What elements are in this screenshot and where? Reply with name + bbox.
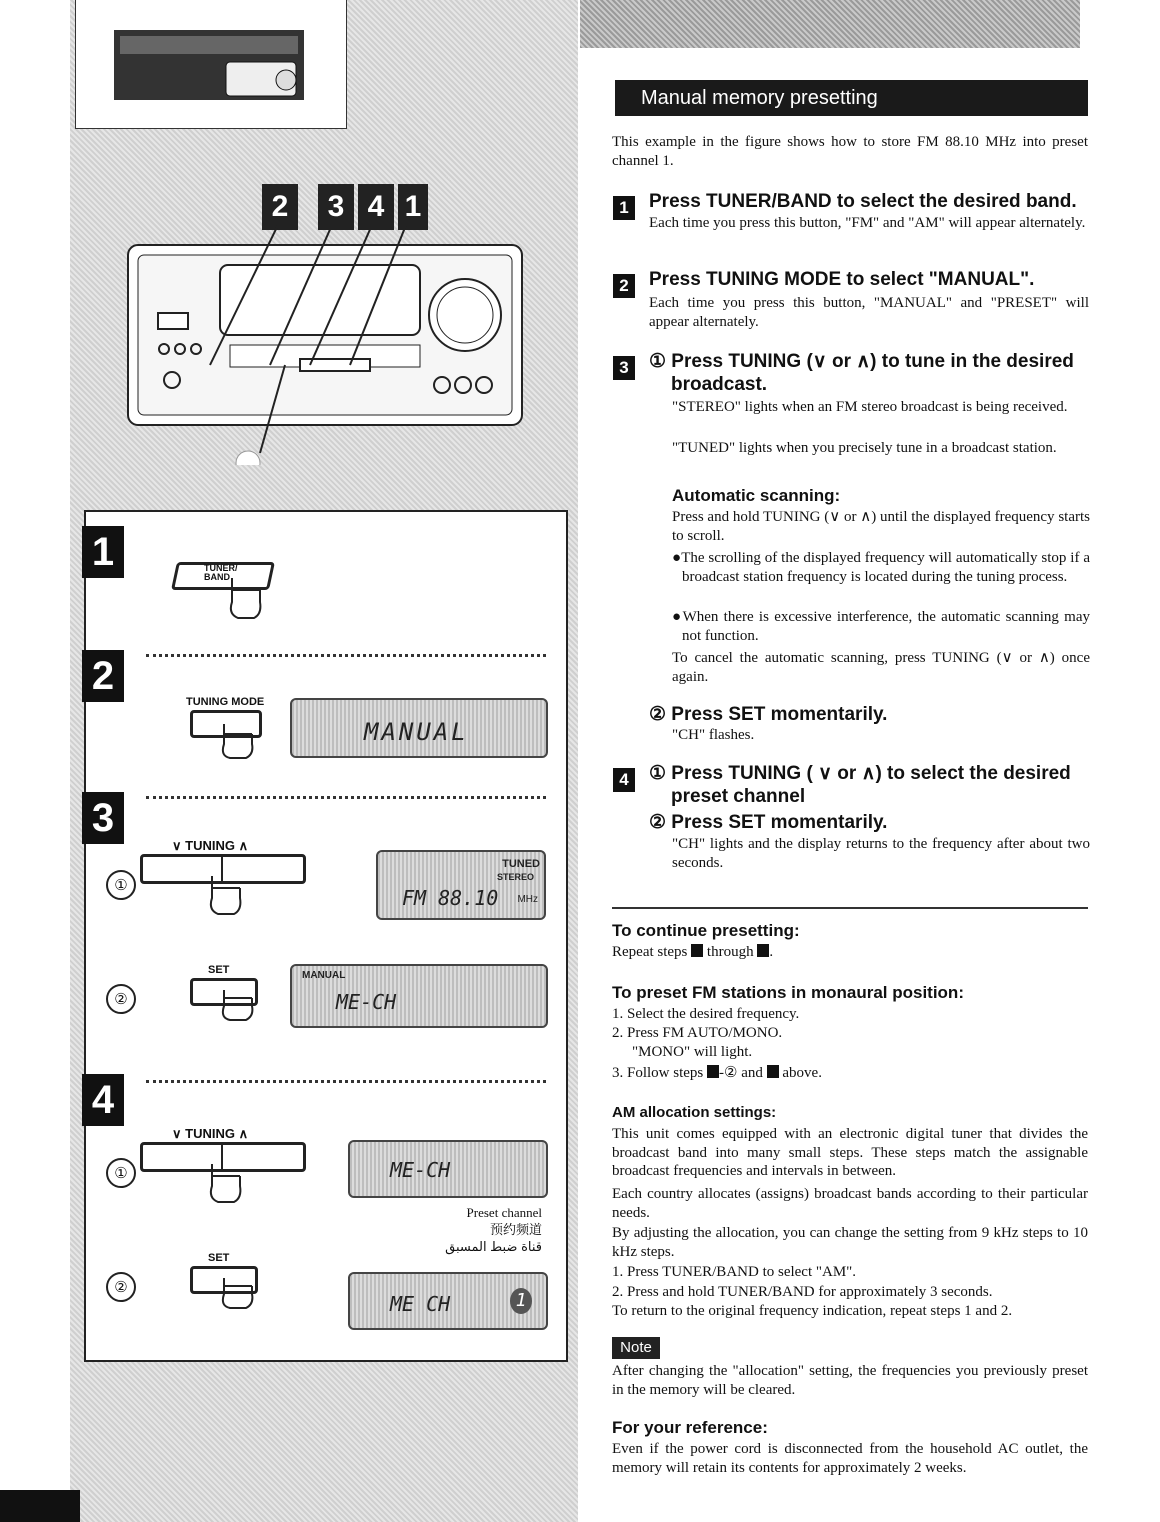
panel-number: 4 <box>82 1074 124 1126</box>
am-item: 1. Press TUNER/BAND to select "AM". <box>612 1264 857 1280</box>
step-heading: ① Press TUNING (∨ or ∧) to tune in the desired broadcast. <box>649 351 1074 395</box>
header-strip <box>580 0 1080 48</box>
am-paragraph: This unit comes equipped with an electronic digital tuner that divides the broadcast band into many small steps. These steps match the assignable broadcast frequencies and intervals in between. <box>612 1126 1088 1179</box>
lcd-tuned: TUNED <box>502 858 540 870</box>
step-number-box: 2 <box>613 274 635 298</box>
step-heading: Press TUNING MODE to select "MANUAL". <box>649 269 1035 290</box>
tuning-label: ∨ TUNING ∧ <box>172 838 249 853</box>
step-body: Each time you press this button, "MANUAL" and "PRESET" will appear alternately. <box>649 295 1089 330</box>
auto-scan-body: Press and hold TUNING (∨ or ∧) until the displayed frequency starts to scroll. <box>672 509 1090 544</box>
lcd-display <box>376 850 546 920</box>
section-title: Manual memory presetting <box>615 80 1088 116</box>
monaural-item: 1. Select the desired frequency. <box>612 1006 800 1022</box>
note-label: Note <box>612 1337 660 1359</box>
auto-scan-bullet: ●When there is excessive interference, the automatic scanning may not function. <box>672 609 1090 644</box>
lcd-display <box>290 964 548 1028</box>
step-marker: ① <box>106 870 136 900</box>
set-label: SET <box>208 1252 230 1264</box>
pointing-hand-icon <box>216 1276 256 1312</box>
monaural-item: "MONO" will light. <box>632 1044 753 1060</box>
caption-ar: قناة ضبط المسبق <box>445 1239 542 1254</box>
tuning-label: ∨ TUNING ∧ <box>172 1126 249 1141</box>
step-box-icon <box>767 1065 779 1078</box>
lcd-unit: MHz <box>517 894 538 905</box>
pointing-hand-icon <box>216 988 256 1024</box>
step-body: "STEREO" lights when an FM stereo broadcast is being received. <box>672 399 1068 415</box>
step-number-box: 4 <box>613 768 635 792</box>
callout-number: 2 <box>262 184 298 230</box>
lcd-text: ME-CH <box>336 990 397 1014</box>
step-body: "CH" flashes. <box>672 727 755 743</box>
step-number-box: 1 <box>613 196 635 220</box>
step-marker: ② <box>106 984 136 1014</box>
step-marker: ① <box>106 1158 136 1188</box>
callout-number: 1 <box>398 184 428 230</box>
lcd-display <box>348 1272 548 1330</box>
caption-en: Preset channel <box>466 1205 542 1220</box>
auto-scan-bullet: ●The scrolling of the displayed frequency will automatically stop if a broadcast station frequency is located during the tuning process. <box>672 550 1090 585</box>
lcd-display <box>348 1140 548 1198</box>
step-heading: ① Press TUNING ( ∨ or ∧) to select the desired preset channel <box>649 763 1071 807</box>
auto-scan-heading: Automatic scanning: <box>672 486 841 505</box>
pointing-hand-icon <box>204 874 244 918</box>
pointing-hand-icon <box>216 722 256 762</box>
monaural-item: 3. Follow steps -② and above. <box>612 1065 822 1081</box>
reference-text: Even if the power cord is disconnected from the household AC outlet, the memory will retain its contents for approximately 2 weeks. <box>612 1441 1088 1476</box>
steps-panel <box>84 510 568 1362</box>
callout-number: 3 <box>318 184 354 230</box>
lcd-text: ME-CH <box>390 1158 451 1182</box>
intro-text: This example in the figure shows how to store FM 88.10 MHz into preset channel 1. <box>612 134 1088 169</box>
callout-number: 4 <box>358 184 394 230</box>
divider <box>146 1080 546 1083</box>
set-label: SET <box>208 964 230 976</box>
lcd-text: ME CH <box>390 1292 451 1316</box>
am-heading: AM allocation settings: <box>612 1104 777 1121</box>
step-box-icon <box>707 1065 719 1078</box>
am-paragraph: By adjusting the allocation, you can change the setting from 9 kHz steps to 10 kHz steps. <box>612 1225 1088 1260</box>
step-body: Each time you press this button, "FM" and "AM" will appear alternately. <box>649 215 1086 231</box>
divider <box>146 796 546 799</box>
step-box-icon <box>757 944 769 957</box>
continue-text: Repeat steps through . <box>612 944 774 960</box>
am-paragraph: Each country allocates (assigns) broadcast bands according to their particular needs. <box>612 1186 1088 1221</box>
divider-rule <box>612 907 1088 909</box>
lcd-channel-number: 1 <box>510 1288 532 1314</box>
tuner-band-label: TUNER/ BAND <box>204 563 238 582</box>
lcd-frequency: FM 88.10 <box>402 886 499 910</box>
lcd-stereo: STEREO <box>496 872 534 882</box>
stereo-thumbnail-icon <box>76 0 346 128</box>
tuning-mode-label: TUNING MODE <box>186 696 265 708</box>
note-text: After changing the "allocation" setting, the frequencies you previously preset in the memory will be cleared. <box>612 1363 1088 1398</box>
lcd-display <box>290 698 548 758</box>
am-item: 2. Press and hold TUNER/BAND for approximately 3 seconds. <box>612 1284 993 1300</box>
page-edge-bar <box>0 1490 80 1522</box>
panel-number: 1 <box>82 526 124 578</box>
step-heading: Press TUNER/BAND to select the desired band. <box>649 191 1077 212</box>
pointing-hand-icon <box>224 574 264 622</box>
monaural-item: 2. Press FM AUTO/MONO. <box>612 1025 783 1041</box>
caption-zh: 预约频道 <box>489 1222 542 1237</box>
step-body: "CH" lights and the display returns to the frequency after about two seconds. <box>672 836 1090 871</box>
am-paragraph: To return to the original frequency indication, repeat steps 1 and 2. <box>612 1303 1013 1319</box>
lcd-text: MANUAL <box>364 718 469 746</box>
step-box-icon <box>691 944 703 957</box>
reference-heading: For your reference: <box>612 1418 768 1437</box>
step-heading: ② Press SET momentarily. <box>649 704 888 725</box>
monaural-heading: To preset FM stations in monaural position: <box>612 983 964 1002</box>
divider <box>146 654 546 657</box>
continue-heading: To continue presetting: <box>612 921 800 940</box>
preset-channel-caption <box>426 1204 542 1255</box>
step-body: "TUNED" lights when you precisely tune in a broadcast station. <box>672 440 1057 456</box>
pointing-hand-icon <box>204 1162 244 1206</box>
step-number-box: 3 <box>613 356 635 380</box>
panel-number: 3 <box>82 792 124 844</box>
step-heading: ② Press SET momentarily. <box>649 812 888 833</box>
receiver-front-panel-icon <box>120 225 530 465</box>
panel-number: 2 <box>82 650 124 702</box>
auto-scan-cancel: To cancel the automatic scanning, press TUNING (∨ or ∧) once again. <box>672 650 1090 685</box>
lcd-manual-indicator: MANUAL <box>302 970 346 981</box>
unit-thumbnail <box>75 0 347 129</box>
step-marker: ② <box>106 1272 136 1302</box>
